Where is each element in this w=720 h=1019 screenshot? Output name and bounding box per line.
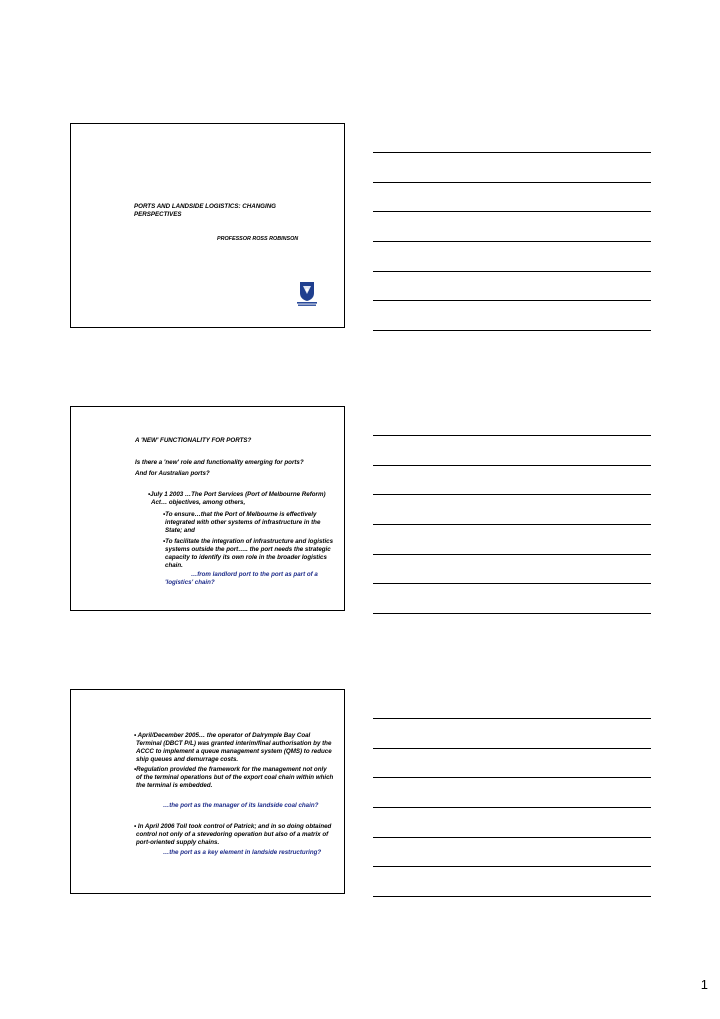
notes-line — [373, 211, 651, 212]
sub-bullet-2-line-4: chain. — [165, 562, 183, 569]
notes-line — [373, 300, 651, 301]
slide-3 — [70, 689, 345, 894]
bullet-text: In April 2006 Toll took control of Patrick; and in so doing obtained — [136, 823, 332, 830]
para-1-line-4: ship queues and demurrage costs. — [136, 756, 239, 763]
question-2: And for Australian ports? — [135, 470, 210, 477]
notes-line — [373, 435, 651, 436]
notes-line — [373, 271, 651, 272]
notes-line — [373, 465, 651, 466]
notes-line — [373, 241, 651, 242]
notes-line — [373, 182, 651, 183]
notes-line — [373, 330, 651, 331]
bullet-text: Regulation provided the framework for the management not only — [136, 766, 327, 773]
para-3-line-3: port-oriented supply chains. — [136, 839, 220, 846]
notes-line — [373, 524, 651, 525]
question-1: Is there a 'new' role and functionality emerging for ports? — [135, 459, 304, 466]
bullet-text: April/December 2005… the operator of Dalrymple Bay Coal — [136, 732, 311, 739]
notes-line — [373, 837, 651, 838]
para-1-line-1 — [134, 732, 310, 740]
conclusion-1: …the port as the manager of its landside coal chain? — [163, 802, 319, 809]
conclusion-2: …the port as a key element in landside restructuring? — [163, 849, 322, 856]
bullet-text: To facilitate the integration of infrastructure and logistics — [165, 538, 334, 545]
para-1-line-3: ACCC to implement a queue management system (QMS) to reduce — [136, 748, 332, 755]
bullet-line-1 — [148, 491, 326, 499]
conclusion-line-1: …from landlord port to the port as part of a — [191, 571, 318, 578]
bullet-line-2: Act… objectives, among others, — [151, 499, 246, 506]
slide-2 — [70, 406, 345, 611]
university-crest-icon — [294, 280, 320, 308]
para-2-line-2: of the terminal operations but of the export coal chain within which — [136, 774, 334, 781]
slide-title-line2: PERSPECTIVES — [134, 211, 182, 218]
bullet-marker: • — [148, 491, 151, 498]
slide-1 — [70, 123, 345, 328]
para-3-line-2: control not only of a stevedoring operation but also of a matrix of — [136, 831, 329, 838]
slide-heading: A 'NEW' FUNCTIONALITY FOR PORTS? — [135, 437, 252, 444]
bullet-marker: • — [134, 766, 137, 773]
notes-line — [373, 613, 651, 614]
bullet-marker: • — [163, 511, 166, 518]
notes-line — [373, 807, 651, 808]
bullet-text: July 1 2003 …The Port Services (Port of Melbourne Reform) — [150, 491, 326, 498]
para-3-line-1 — [134, 823, 331, 831]
sub-bullet-1-line-2: integrated with other systems of infrastructure in the — [165, 519, 321, 526]
bullet-marker: • — [163, 538, 166, 545]
bullet-marker: • — [134, 732, 137, 739]
notes-line — [373, 777, 651, 778]
notes-line — [373, 748, 651, 749]
sub-bullet-2-line-2: systems outside the port….. the port needs the strategic — [165, 546, 331, 553]
para-2-line-1 — [134, 766, 327, 774]
conclusion-line-2: 'logistics' chain? — [165, 579, 215, 586]
sub-bullet-1-line-3: State; and — [165, 527, 195, 534]
notes-line — [373, 718, 651, 719]
notes-line — [373, 152, 651, 153]
notes-line — [373, 554, 651, 555]
notes-line — [373, 866, 651, 867]
bullet-text: To ensure…that the Port of Melbourne is effectively — [165, 511, 317, 518]
notes-line — [373, 494, 651, 495]
sub-bullet-2-line-3: capacity to identify its own role in the broader logistics — [165, 554, 327, 561]
para-2-line-3: the terminal is embedded. — [136, 782, 213, 789]
slide-title-line1: PORTS AND LANDSIDE LOGISTICS: CHANGING — [134, 203, 276, 210]
bullet-marker: • — [134, 823, 137, 830]
sub-bullet-1-line-1 — [163, 511, 316, 519]
notes-line — [373, 896, 651, 897]
slide-author: PROFESSOR ROSS ROBINSON — [217, 236, 299, 242]
sub-bullet-2-line-1 — [163, 538, 333, 546]
notes-line — [373, 583, 651, 584]
page-number: 1 — [700, 977, 708, 992]
para-1-line-2: Terminal (DBCT P/L) was granted interim/final authorisation by the — [136, 740, 332, 747]
